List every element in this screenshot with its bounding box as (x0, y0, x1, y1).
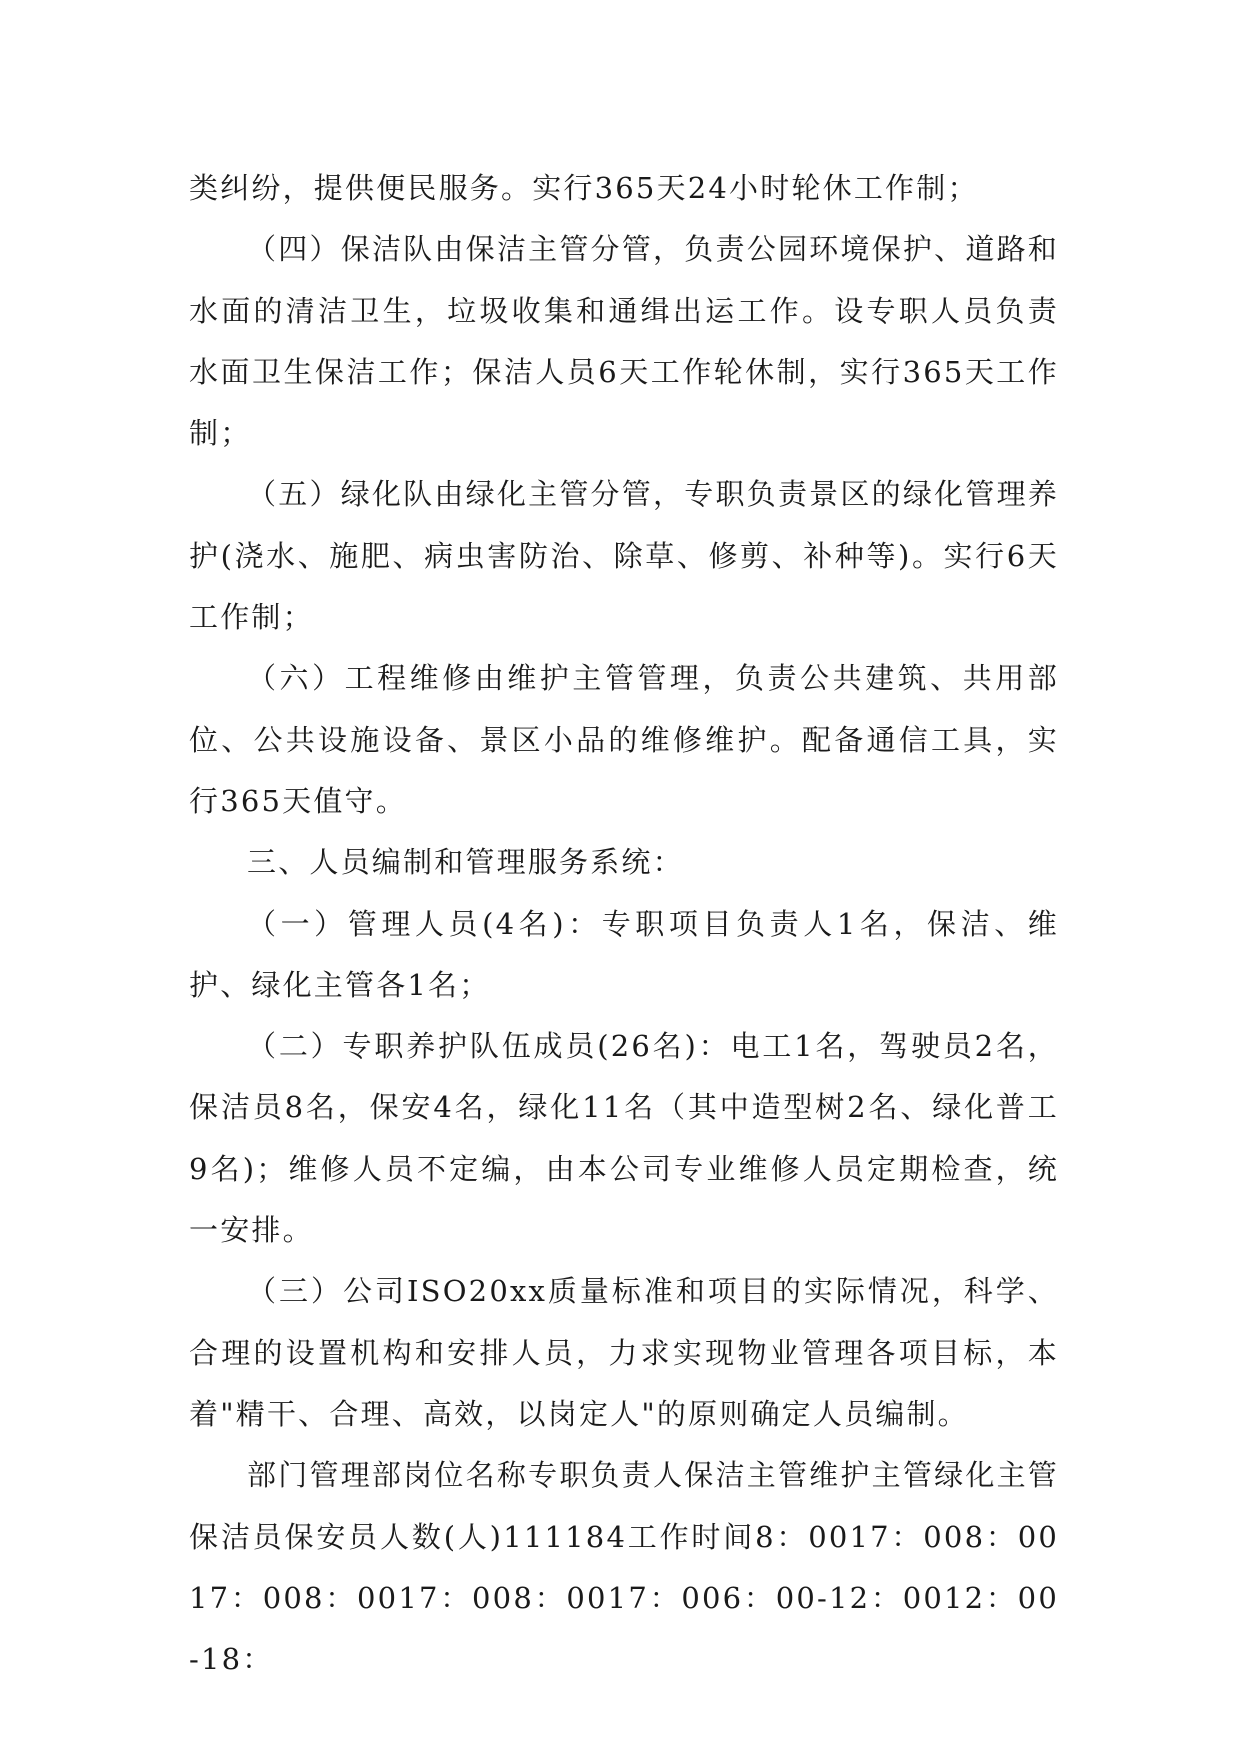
paragraph-management-staff: （一）管理人员(4名)：专职项目负责人1名，保洁、维护、绿化主管各1名； (189, 906, 1059, 1002)
paragraph-iso-standards: （三）公司ISO20xx质量标准和项目的实际情况，科学、合理的设置机构和安排人员，力求实现物业管理各项目标，本着"精干、合理、高效，以岗定人"的原则确定人员编制。 (189, 1274, 1059, 1431)
paragraph-staff-table-flattened: 部门管理部岗位名称专职负责人保洁主管维护主管绿化主管保洁员保安员人数(人)111184工作时间8：0017：008：0017：008：0017：008：0017：006：00-12：0012：00-18： (189, 1458, 1059, 1677)
paragraph-cleaning-team: （四）保洁队由保洁主管分管，负责公园环境保护、道路和水面的清洁卫生，垃圾收集和通缉出运工作。设专职人员负责水面卫生保洁工作；保洁人员6天工作轮休制，实行365天工作制； (189, 232, 1059, 451)
section-heading-staffing: 三、人员编制和管理服务系统： (247, 845, 684, 880)
paragraph-maintenance: （六）工程维修由维护主管管理，负责公共建筑、共用部位、公共设施设备、景区小品的维修维护。配备通信工具，实行365天值守。 (189, 661, 1059, 818)
paragraph-maintenance-team-members: （二）专职养护队伍成员(26名)：电工1名，驾驶员2名，保洁员8名，保安4名，绿化11名（其中造型树2名、绿化普工9名)；维修人员不定编，由本公司专业维修人员定期检查，统一安排。 (189, 1029, 1059, 1248)
paragraph-greening-team: （五）绿化队由绿化主管分管，专职负责景区的绿化管理养护(浇水、施肥、病虫害防治、除草、修剪、补种等)。实行6天工作制； (189, 477, 1059, 635)
paragraph-continuation: 类纠纷，提供便民服务。实行365天24小时轮休工作制； (189, 171, 979, 205)
document-body (189, 158, 1059, 1690)
